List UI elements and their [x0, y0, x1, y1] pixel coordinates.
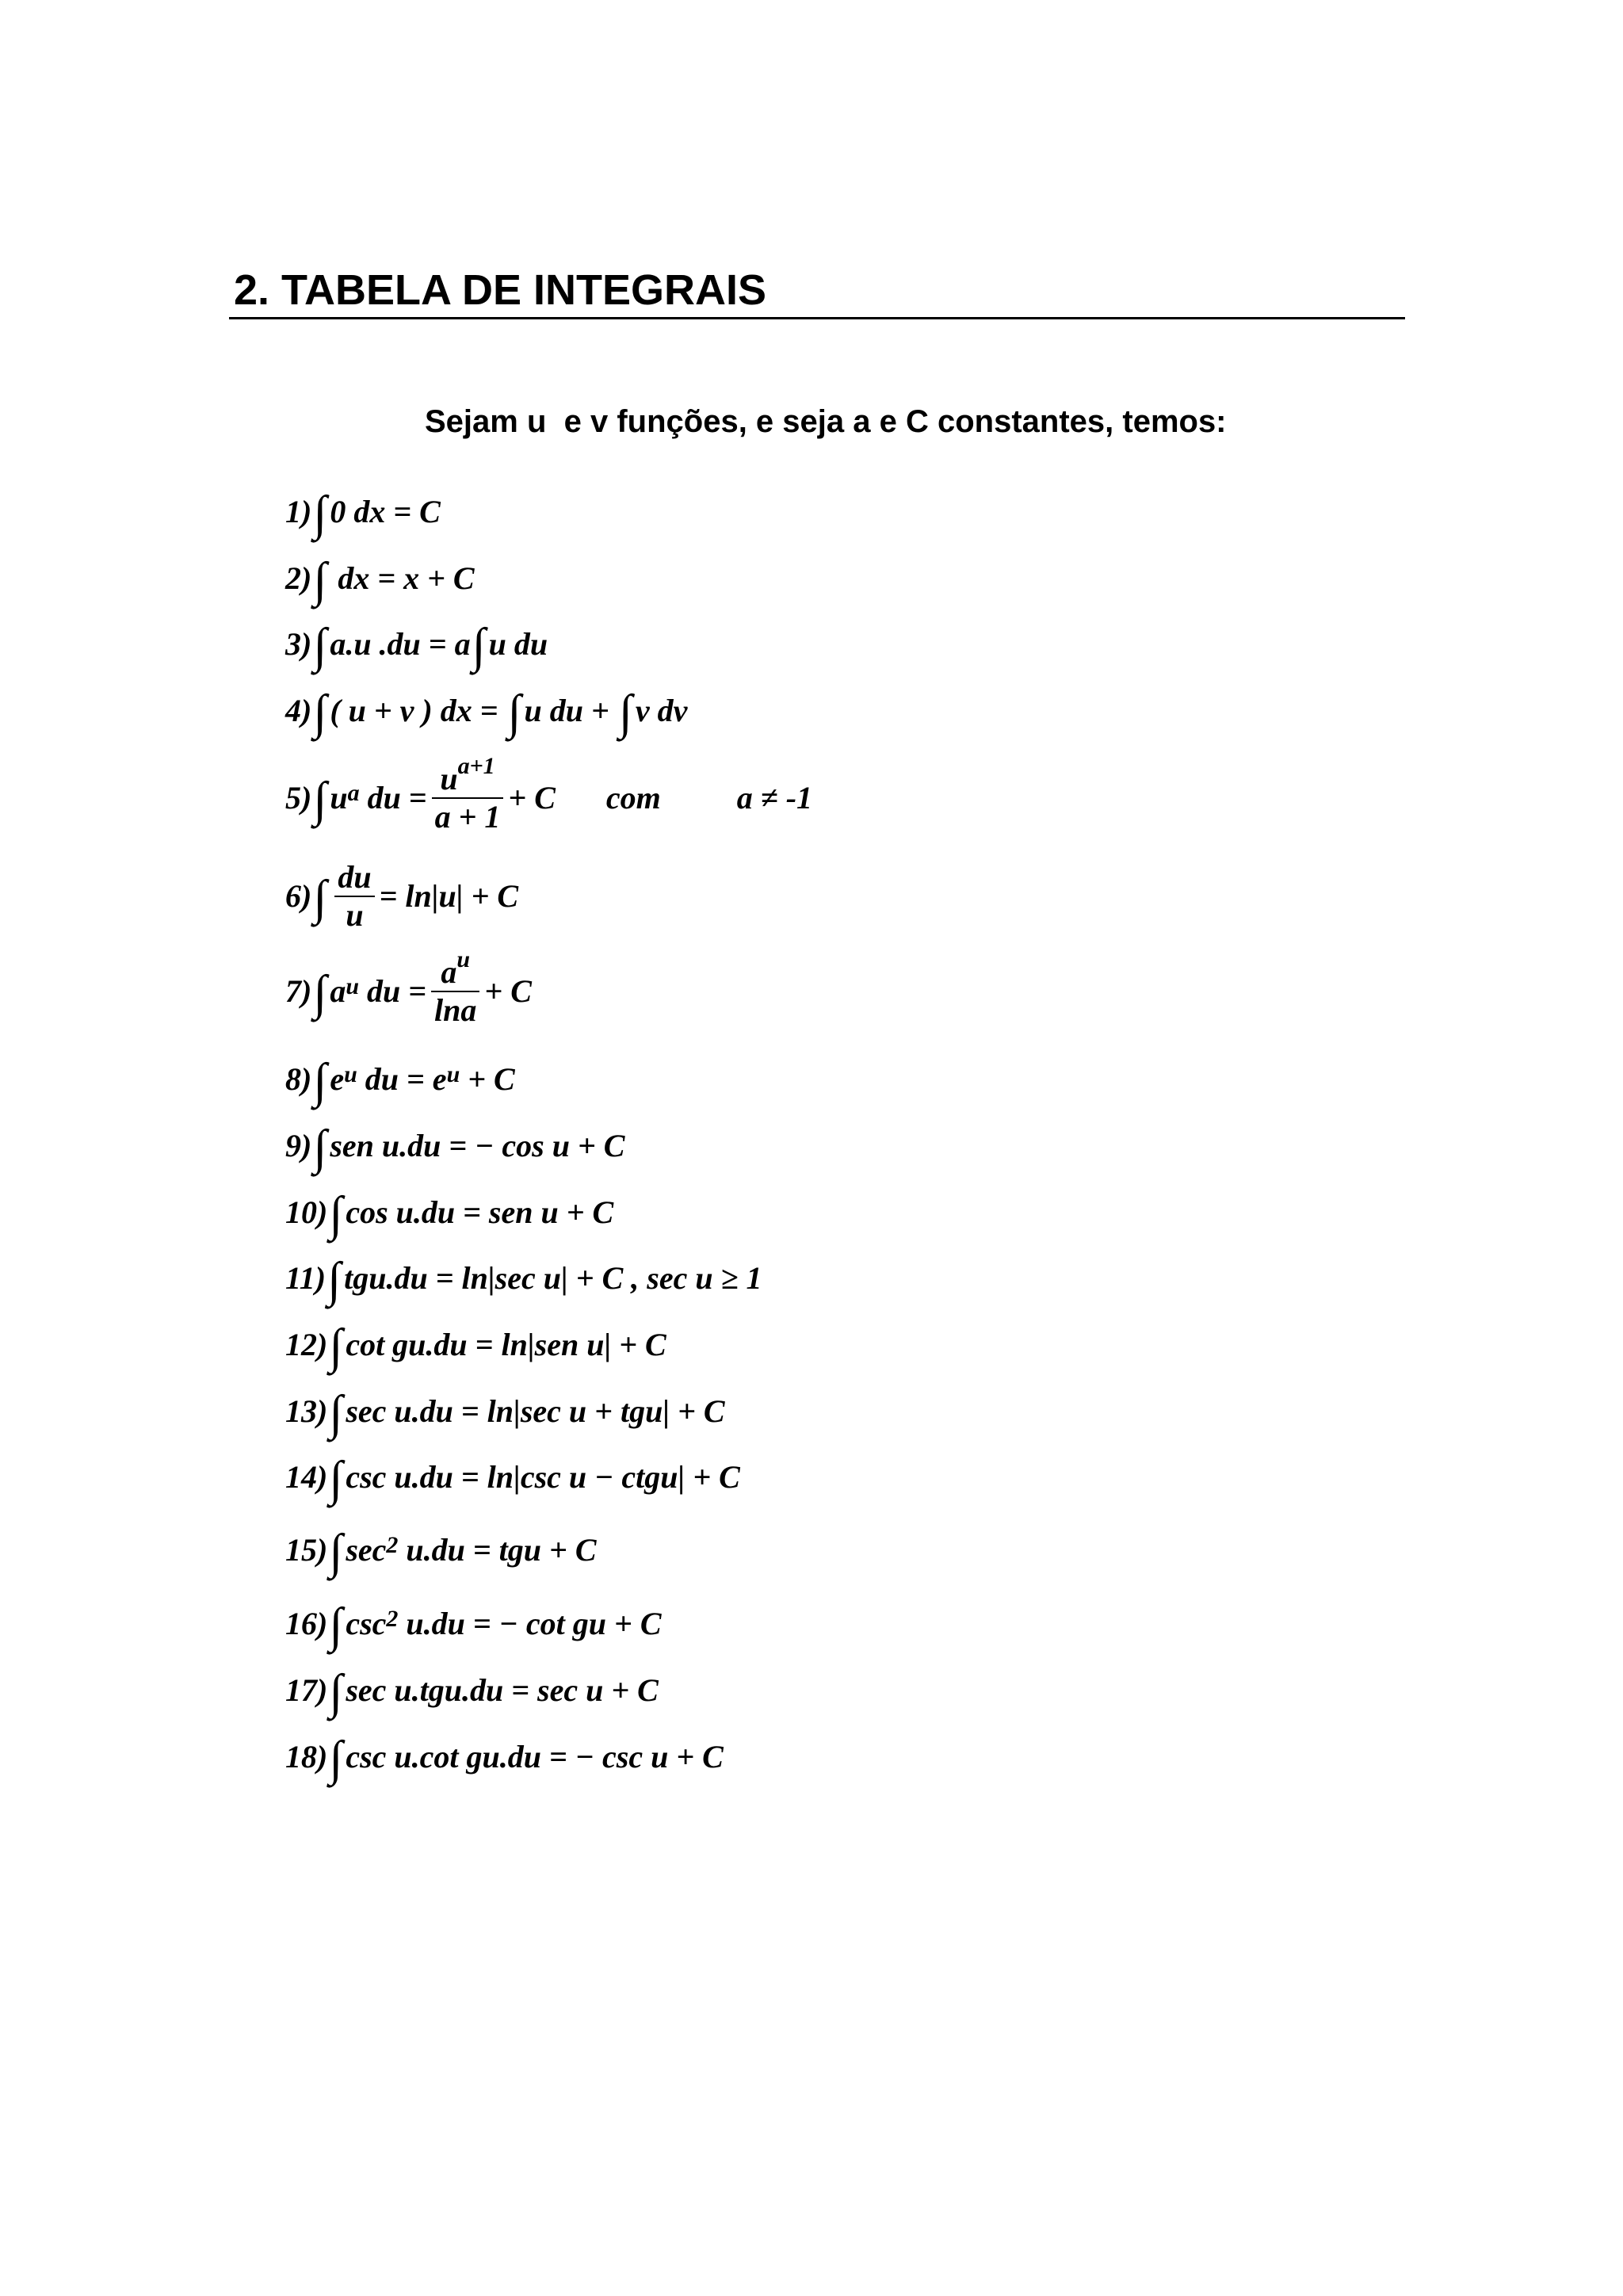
integral-sign: ∫ — [472, 619, 486, 673]
formula-body: dx = x + C — [330, 560, 475, 596]
formula-number: 10) — [285, 1194, 328, 1230]
formula-middle: du = e — [357, 1061, 447, 1097]
formula-body-3: v dv — [635, 693, 688, 728]
power-base: csc — [346, 1606, 387, 1641]
formula-body: sec u.tgu.du = sec u + C — [346, 1672, 659, 1708]
formula-5: 5) ∫ u $^a$ du = $\frac{u^{a+1}}{a + 1}$ + C com a ≠ -1 — [285, 752, 813, 835]
formula-body: sen u.du = − cos u + C — [330, 1128, 625, 1163]
integral-sign: ∫ — [313, 553, 327, 607]
title-rule — [229, 317, 1405, 319]
formula-number: 1) — [285, 494, 312, 529]
power-base: sec — [346, 1532, 387, 1568]
formula-11 — [285, 1253, 762, 1307]
formula-number: 15) — [285, 1532, 328, 1568]
numerator-base: a — [441, 954, 457, 990]
integral-sign: ∫ — [313, 686, 327, 739]
integral-sign: ∫ — [313, 773, 327, 827]
formula-tail: + C — [484, 973, 532, 1009]
integral-sign: ∫ — [329, 1732, 343, 1786]
formula-tail: + C — [508, 780, 556, 816]
integral-sign: ∫ — [329, 1320, 343, 1373]
formula-tail: u.du = − cot gu + C — [398, 1606, 662, 1641]
formula-body: csc u.cot gu.du = − csc u + C — [346, 1739, 724, 1775]
formula-tail: u.du = tgu + C — [398, 1532, 597, 1568]
formula-12 — [285, 1320, 666, 1373]
fraction — [431, 946, 479, 1029]
numerator-base: u — [440, 761, 458, 797]
intro-text: Sejam u e v funções, e seja a e C constantes, temos: — [425, 404, 1227, 439]
integral-sign: ∫ — [618, 686, 632, 739]
integral-sign: ∫ — [313, 966, 327, 1020]
formula-number: 11) — [285, 1260, 327, 1296]
formula-body: sec u.du = ln|sec u + tgu| + C — [346, 1393, 725, 1429]
fraction — [334, 859, 374, 934]
integral-sign: ∫ — [329, 1525, 343, 1579]
section-title: 2. TABELA DE INTEGRAIS — [234, 266, 767, 314]
formula-7: 7) ∫ a $^u$ du = $\frac{a^u}{\ln a}$ + C — [285, 946, 532, 1028]
integral-sign: ∫ — [507, 686, 521, 739]
formula-middle: du = — [359, 973, 427, 1009]
power-base: e — [330, 1061, 345, 1097]
formula-number: 2) — [285, 560, 312, 596]
integral-sign: ∫ — [329, 1599, 343, 1652]
formula-body-2: u du — [488, 626, 548, 662]
fraction-denominator: a + 1 — [434, 799, 501, 835]
formula-body: a.u .du = a — [330, 626, 471, 662]
fraction-numerator — [437, 752, 498, 797]
formula-number: 4) — [285, 693, 312, 728]
formula-15: 15) ∫ sec $^2$ u.du = tgu + C — [285, 1525, 597, 1579]
formula-13 — [285, 1386, 725, 1440]
formula-8: 8) ∫ e $^u$ du = e $^u$ + C — [285, 1054, 515, 1108]
fraction — [432, 752, 504, 835]
formula-18 — [285, 1732, 724, 1786]
formula-tail: + C — [460, 1061, 515, 1097]
formula-17 — [285, 1665, 659, 1719]
integral-sign: ∫ — [313, 1121, 327, 1175]
power-base: u — [330, 780, 348, 816]
formula-14 — [285, 1452, 740, 1506]
formula-body: 0 dx = C — [330, 494, 441, 529]
integral-sign: ∫ — [329, 1665, 343, 1719]
integral-sign: ∫ — [313, 487, 327, 541]
condition: a ≠ -1 — [736, 780, 813, 816]
integral-sign: ∫ — [313, 871, 327, 925]
formula-number: 17) — [285, 1672, 328, 1708]
formula-16: 16) ∫ csc $^2$ u.du = − cot gu + C — [285, 1599, 662, 1652]
formula-10 — [285, 1187, 614, 1241]
formula-number: 14) — [285, 1459, 328, 1495]
formula-6 — [285, 859, 518, 934]
formula-number: 18) — [285, 1739, 328, 1775]
integral-sign: ∫ — [329, 1452, 343, 1506]
integral-sign: ∫ — [329, 1386, 343, 1440]
fraction-numerator: du — [338, 859, 372, 895]
formula-number: 6) — [285, 878, 312, 914]
formula-number: 12) — [285, 1327, 328, 1362]
formula-body: ( u + v ) dx = — [330, 693, 506, 728]
formula-body: csc u.du = ln|csc u − ctgu| + C — [346, 1459, 740, 1495]
condition-word: com — [605, 780, 661, 816]
formula-body: cos u.du = sen u + C — [346, 1194, 614, 1230]
formula-number: 3) — [285, 626, 312, 662]
formula-number: 7) — [285, 973, 312, 1009]
formula-tail: = ln|u| + C — [379, 878, 519, 914]
integral-sign: ∫ — [313, 1054, 327, 1108]
formula-1 — [285, 487, 441, 541]
formula-number: 8) — [285, 1061, 312, 1097]
formula-body: tgu.du = ln|sec u| + C , sec u ≥ 1 — [344, 1260, 762, 1296]
fraction-denominator: lna — [434, 992, 477, 1028]
power-base: a — [330, 973, 346, 1009]
fraction-numerator — [437, 946, 473, 991]
formula-number: 16) — [285, 1606, 328, 1641]
formula-9 — [285, 1121, 625, 1175]
formula-middle: du = — [359, 780, 427, 816]
integral-sign: ∫ — [313, 619, 327, 673]
formula-body: cot gu.du = ln|sen u| + C — [346, 1327, 666, 1362]
formula-number: 13) — [285, 1393, 328, 1429]
numerator-exponent: a+1 — [457, 752, 495, 779]
integral-sign: ∫ — [327, 1253, 342, 1307]
numerator-exponent: u — [456, 946, 471, 972]
formula-number: 9) — [285, 1128, 312, 1163]
formula-2 — [285, 553, 475, 607]
fraction-denominator: u — [346, 897, 364, 933]
integral-sign: ∫ — [329, 1187, 343, 1241]
formula-number: 5) — [285, 780, 312, 816]
formula-4 — [285, 686, 688, 739]
formula-body-2: u du + — [524, 693, 617, 728]
formula-3 — [285, 619, 548, 673]
